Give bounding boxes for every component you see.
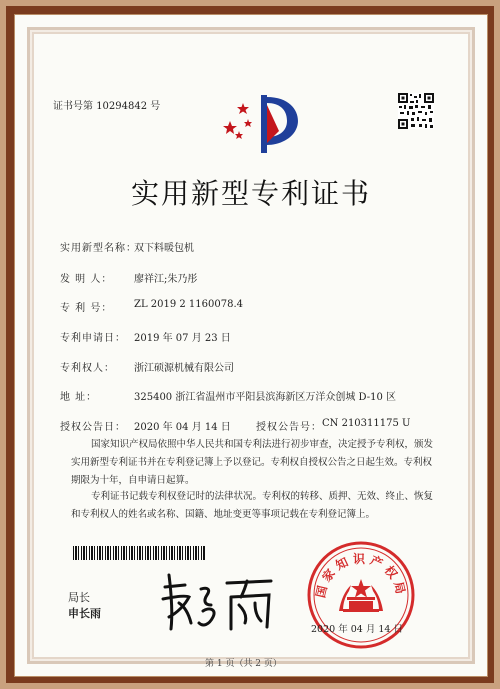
certificate-paper	[14, 14, 488, 677]
application-date: 2019 年 07 月 23 日	[134, 333, 231, 344]
grant-number: CN 210311175 U	[322, 418, 411, 429]
barcode-icon	[73, 546, 205, 560]
inventor-label: 发 明 人：	[60, 274, 113, 285]
seal-date: 2020 年 04 月 14 日	[311, 624, 403, 635]
grant-date-label: 授权公告日：	[60, 422, 126, 433]
patent-number-label: 专 利 号：	[60, 303, 113, 314]
certificate-number-suffix: 号	[150, 101, 161, 112]
grant-number-label: 授权公告号：	[256, 422, 322, 433]
certificate-number-label: 证书号第	[53, 101, 93, 112]
utility-model-name: 双下料暖包机	[134, 243, 194, 254]
patent-number: ZL 2019 2 1160078.4	[134, 299, 244, 310]
certificate-number-row	[53, 97, 160, 112]
certificate-number: 10294842	[96, 101, 148, 112]
patentee-name: 浙江硕源机械有限公司	[134, 363, 234, 374]
seal-text: 国家知识产权局	[313, 552, 409, 600]
patentee-label: 专利权人：	[60, 363, 115, 374]
cnipa-logo-icon	[221, 91, 305, 159]
address: 325400 浙江省温州市平阳县滨海新区万洋众创城 D-10 区	[134, 392, 397, 403]
utility-model-name-label: 实用新型名称：	[60, 243, 137, 254]
application-date-label: 专利申请日：	[60, 333, 126, 344]
grant-statement: 国家知识产权局依照中华人民共和国专利法进行初步审查，决定授予专利权，颁发实用新型专利证书并在专利登记簿上予以登记。专利权自授权公告之日起生效。专利权期限为十年，自申请日起算。	[71, 439, 434, 486]
qr-code-icon	[398, 93, 434, 129]
inventor-names: 廖祥江;朱乃彤	[134, 274, 198, 285]
legal-status-statement: 专利证书记载专利权登记时的法律状况。专利权的转移、质押、无效、终止、恢复和专利权人的姓名或名称、国籍、地址变更等事项记载在专利登记簿上。	[71, 491, 434, 520]
certificate-title: 实用新型专利证书	[130, 177, 371, 210]
director-name: 申长雨	[68, 607, 101, 620]
page-indicator: 第 1 页（共 2 页）	[205, 659, 282, 669]
handwritten-signature	[155, 567, 281, 635]
grant-date: 2020 年 04 月 14 日	[134, 422, 231, 433]
address-label: 地 址：	[60, 392, 98, 403]
director-title: 局长	[68, 591, 90, 604]
